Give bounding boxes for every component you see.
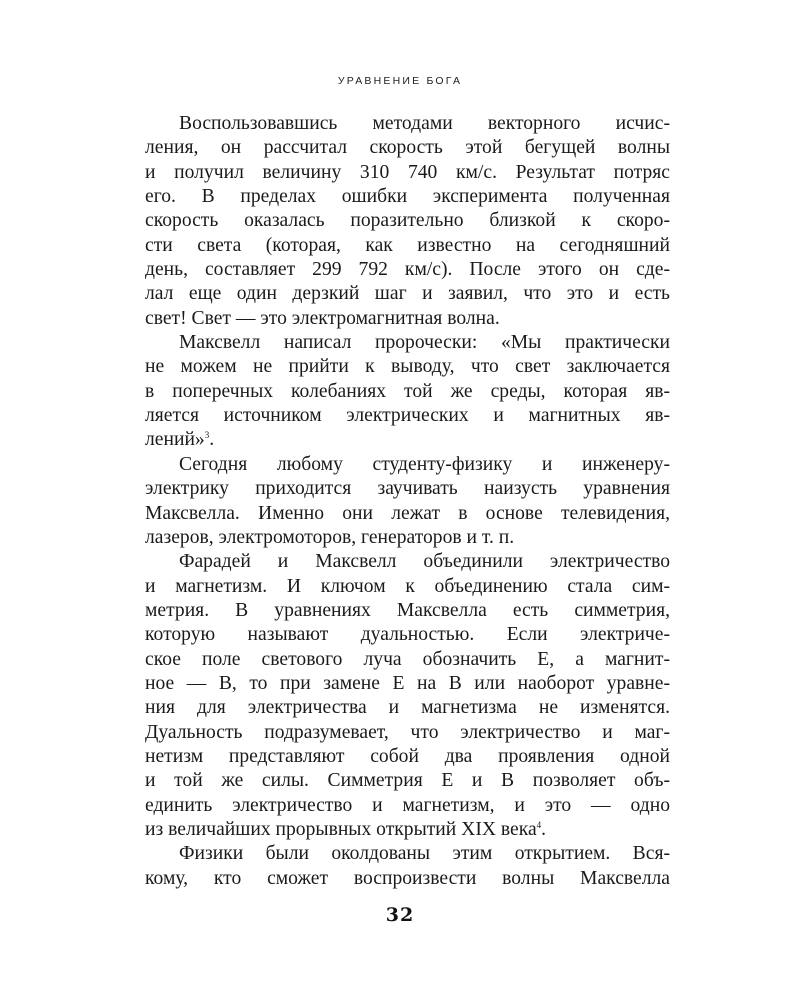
text-line: лазеров, электромоторов, генераторов и т. п.: [145, 526, 515, 548]
text-line: Воспользовавшись методами векторного исчис-: [179, 113, 670, 134]
text-line: скорость оказалась поразительно близкой к скоро-: [145, 210, 670, 232]
text-line: метрия. В уравнениях Максвелла есть симметрия,: [145, 599, 670, 621]
text-line: Сегодня любому студенту-физику и инженеру-: [179, 453, 670, 475]
text-line: ляется источником электрических и магнитных яв-: [145, 405, 670, 427]
footnote-marker[interactable]: 4: [536, 819, 542, 830]
text-line: из величайших прорывных открытий XIX века: [145, 818, 537, 840]
footnote-marker[interactable]: 3: [204, 430, 210, 441]
text-line: Максвелл написал пророчески: «Мы практически: [179, 332, 670, 354]
text-line: Максвелла. Именно они лежат в основе телевидения,: [145, 502, 670, 524]
text-line: его. В пределах ошибки эксперимента полученная: [145, 186, 670, 208]
text-line: и магнетизм. И ключом к объединению стала сим-: [145, 575, 670, 597]
text-line: Дуальность подразумевает, что электричество и маг-: [145, 721, 670, 743]
text-line: ния для электричества и магнетизма не изменятся.: [145, 697, 670, 719]
text-line: лений»: [145, 429, 205, 451]
text-line-with-footnote: лений»$^3$.: [145, 429, 215, 451]
text-line: ское поле светового луча обозначить E, а магнит-: [145, 648, 670, 670]
text-line: и получил величину 310 740 км/с. Результат потряс: [145, 161, 670, 183]
text-line: и той же силы. Симметрия E и B позволяет объ-: [145, 770, 670, 792]
paragraph: [145, 842, 670, 891]
paragraph: [145, 331, 670, 453]
text-line: день, составляет 299 792 км/с). После этого он сде-: [145, 259, 670, 281]
text-line: не можем не прийти к выводу, что свет заключается: [145, 356, 670, 378]
paragraph: [145, 453, 670, 550]
body-text: [145, 112, 670, 891]
text-line: Фарадей и Максвелл объединили электричество: [179, 551, 670, 573]
text-line: сти света (которая, как известно на сегодняшний: [145, 234, 670, 256]
page-number: 32: [385, 904, 415, 926]
text-line: ления, он рассчитал скорость этой бегущей волны: [145, 137, 670, 159]
text-line: в поперечных колебаниях той же среды, которая яв-: [145, 380, 670, 402]
text-line-with-footnote: из величайших прорывных открытий XIX века$^4$.: [145, 818, 547, 840]
text-line: электрику приходится заучивать наизусть уравнения: [145, 478, 670, 500]
text-line: которую называют дуальностью. Если электриче-: [145, 624, 670, 646]
text-line: Физики были околдованы этим открытием. Вся-: [179, 843, 670, 865]
text-line: лал еще один дерзкий шаг и заявил, что это и есть: [145, 283, 670, 305]
running-head: УРАВНЕНИЕ БОГА: [337, 75, 463, 87]
paragraph: [145, 550, 670, 842]
text-line: единить электричество и магнетизм, и это — одно: [145, 794, 670, 816]
text-line: нетизм представляют собой два проявления одной: [145, 745, 670, 767]
text-line: свет! Свет — это электромагнитная волна.: [145, 307, 500, 329]
text-line: кому, кто сможет воспроизвести волны Максвелла: [145, 867, 670, 889]
paragraph: [145, 112, 670, 331]
text-line: ное — B, то при замене E на B или наоборот уравне-: [145, 672, 670, 694]
